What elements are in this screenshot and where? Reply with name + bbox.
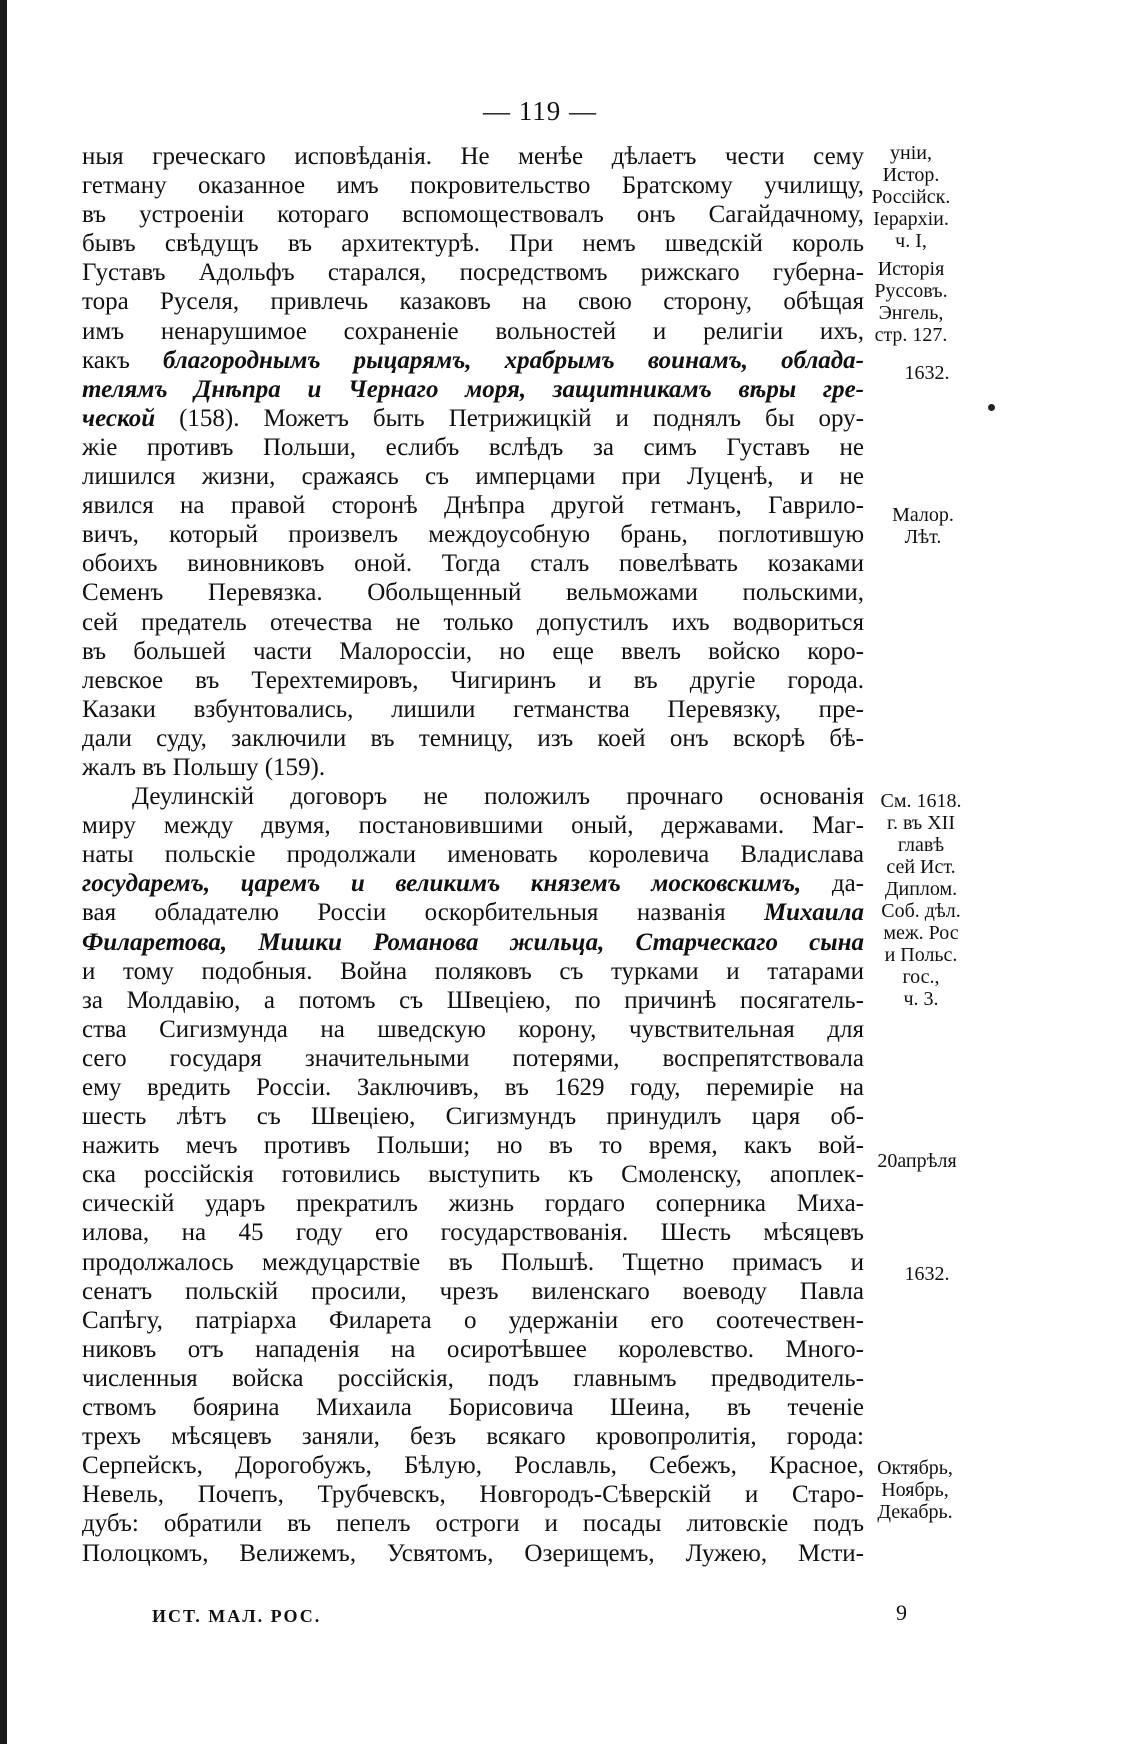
text-line: Сапѣгу, патріарха Филарета о удержаніи его соотечествен- — [82, 1306, 864, 1334]
margin-note-autumn-months: Октябрь, Ноябрь, Декабрь. — [877, 1457, 953, 1523]
text-line: сенатъ польскій просили, чрезъ виленскаго воеводу Павла — [82, 1277, 864, 1305]
text-line: въ устроеніи котораго вспомоществовалъ онъ Сагайдачному, — [82, 201, 864, 229]
emphasized-segment: Михаила — [763, 899, 864, 927]
text-line: явился на правой сторонѣ Днѣпра другой гетманъ, Гаврило- — [82, 492, 864, 520]
text-line — [82, 404, 864, 433]
main-text-block — [82, 142, 864, 1568]
text-line: ства Сигизмунда на шведскую корону, чувствительная для — [82, 1015, 864, 1043]
text-line: левское въ Терехтемировъ, Чигиринъ и въ другіе города. — [82, 666, 864, 694]
line-segment: (158). Можетъ быть Петрижицкій и поднялъ бы ору- — [155, 404, 864, 432]
text-line: шесть лѣтъ съ Швеціею, Сигизмундъ принудилъ царя об- — [82, 1103, 864, 1131]
emphasized-segment: благороднымъ рыцарямъ, храбрымъ воинамъ, облада- — [163, 346, 864, 374]
text-line: трехъ мѣсяцевъ заняли, безъ всякаго кровопролитія, города: — [82, 1423, 864, 1451]
margin-note-april-20: 20апрѣля — [877, 1150, 957, 1172]
page-number: — 119 — — [483, 96, 597, 126]
margin-note-history-russians: Исторія Руссовъ. Энгель, стр. 127. — [874, 258, 948, 346]
text-line — [82, 928, 864, 957]
text-line: ныя греческаго исповѣданія. Не менѣе дѣлаетъ чести сему — [82, 143, 864, 170]
text-line: численныя войска россійскія, подъ главнымъ предводитель- — [82, 1364, 864, 1392]
text-line: Серпейскъ, Дорогобужъ, Бѣлую, Рославль, Себежъ, Красное, — [82, 1452, 864, 1480]
text-line: ему вредить Россіи. Заключивъ, въ 1629 году, перемиріе на — [82, 1074, 864, 1101]
text-line: продолжалось междуцарствіе въ Польшѣ. Тщетно примасъ и — [82, 1248, 864, 1276]
text-line: Семенъ Перевязка. Обольщенный вельможами польскими, — [82, 579, 864, 607]
line-segment: какъ — [82, 346, 164, 374]
text-line: никовъ отъ нападенія на осиротѣвшее королевство. Много- — [82, 1335, 864, 1363]
text-line: ствомъ боярина Михаила Борисовича Шеина, въ теченіе — [82, 1394, 864, 1422]
line-segment: да- — [801, 870, 864, 898]
scan-border — [0, 0, 7, 1744]
text-line: сическій ударъ прекратилъ жизнь гордаго соперника Миха- — [82, 1190, 864, 1218]
text-line — [82, 346, 864, 375]
text-line: лишился жизни, сражаясь съ имперцами при Луценѣ, и не — [82, 463, 864, 491]
emphasized-segment: государемъ, царемъ и великимъ княземъ московскимъ, — [82, 870, 802, 898]
emphasized-segment: ческой — [82, 404, 156, 432]
margin-note-year-1632-second: 1632. — [904, 1263, 950, 1285]
text-line: миру между двумя, постановившими оный, державами. Маг- — [82, 812, 864, 840]
text-line: жіе противъ Польши, еслибъ вслѣдъ за симъ Густавъ не — [82, 433, 864, 461]
text-line: гетману оказанное имъ покровительство Братскому училищу, — [82, 172, 864, 200]
text-line: ска россійскія готовились выступить къ Смоленску, апоплек- — [82, 1161, 864, 1189]
margin-note-year-1632: 1632. — [904, 362, 950, 384]
text-line: наты польскіе продолжали именовать королевича Владислава — [82, 841, 864, 869]
text-line: Густавъ Адольфъ старался, посредствомъ рижскаго губерна- — [82, 259, 864, 287]
margin-note-maloros-chronicle: Малор. Лѣт. — [892, 504, 954, 548]
text-line: сего государя значительными потерями, воспрепятствовала — [82, 1044, 864, 1072]
text-line: илова, на 45 году его государствованія. Шесть мѣсяцевъ — [82, 1219, 864, 1247]
text-line: имъ ненарушимое сохраненіе вольностей и религіи ихъ, — [82, 317, 864, 345]
emphasized-segment: телямъ Днѣпра и Чернаго моря, защитникамъ вѣры гре- — [82, 375, 864, 403]
text-line: дубъ: обратили въ пепелъ остроги и посады литовскіе подъ — [82, 1510, 864, 1538]
margin-note-hierarchy: уніи, Истор. Россійск. Іерархіи. ч. I, — [871, 142, 951, 252]
text-line: нажить мечъ противъ Польши; но въ то время, какъ вой- — [82, 1132, 864, 1160]
text-line: обоихъ виновниковъ оной. Тогда сталъ повелѣвать козаками — [82, 550, 864, 578]
footer-book-title: ИСТ. МАЛ. РОС. — [152, 1606, 322, 1626]
text-line: сей предатель отечества не только допустилъ ихъ водвориться — [82, 608, 864, 636]
text-line: Деулинскій договоръ не положилъ прочнаго основанія — [132, 783, 864, 811]
margin-note-diplomatic-collection: См. 1618. г. въ XII главѣ сей Ист. Диплом. Соб. дѣл. меж. Рос и Польс. гос., ч. 3. — [880, 790, 962, 1010]
text-line: бывъ свѣдущъ въ архитектурѣ. При немъ шведскій король — [82, 230, 864, 258]
text-line — [82, 869, 864, 898]
text-line: Казаки взбунтовались, лишили гетманства Перевязку, пре- — [82, 695, 864, 723]
text-line: Полоцкомъ, Велижемъ, Усвятомъ, Озерищемъ, Лужею, Мсти- — [82, 1539, 864, 1567]
text-line: вичъ, который произвелъ междоусобную брань, поглотившую — [82, 521, 864, 549]
text-line: тора Руселя, привлечь казаковъ на свою сторону, обѣщая — [82, 288, 864, 316]
text-line: и тому подобныя. Война поляковъ съ турками и татарами — [82, 957, 864, 985]
ink-spot — [988, 404, 995, 411]
text-line: въ большей части Малороссіи, но еще ввелъ войско коро- — [82, 637, 864, 665]
text-line — [82, 375, 864, 404]
text-line — [82, 898, 864, 927]
emphasized-segment: Филаретова, Мишки Романова жильца, Старческаго сына — [82, 928, 864, 956]
text-line: за Молдавію, а потомъ съ Швеціею, по причинѣ посягатель- — [82, 986, 864, 1014]
text-line: Невель, Почепъ, Трубчевскъ, Новгородъ-Сѣверскій и Старо- — [82, 1481, 864, 1509]
footer-signature-mark: 9 — [896, 1600, 907, 1625]
line-segment: вая обладателю Россіи оскорбительныя названія — [82, 899, 764, 927]
text-line: жалъ въ Польшу (159). — [82, 753, 326, 781]
text-line: дали суду, заключили въ темницу, изъ коей онъ вскорѣ бѣ- — [82, 724, 864, 752]
